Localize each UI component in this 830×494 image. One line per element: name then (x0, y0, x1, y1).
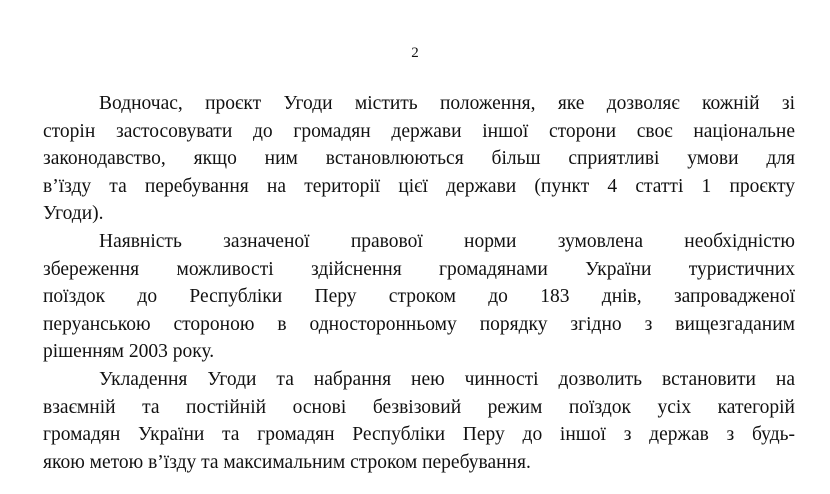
page-number: 2 (411, 45, 419, 61)
paragraph-legal-norm (43, 228, 795, 366)
text-line: законодавство, якщо ним встановлюються більш сприятливі умови для (43, 148, 795, 170)
text-line: збереження можливості здійснення громадянами України туристичних (43, 258, 795, 280)
text-line: Угоди). (43, 203, 104, 225)
text-line: Водночас, проєкт Угоди містить положення, яке дозволяє кожній зі (99, 93, 795, 114)
text-line: поїздок до Республіки Перу строком до 183 днів, запровадженої (43, 286, 795, 308)
paragraph-visa-free-regime (43, 366, 795, 476)
text-line: сторін застосовувати до громадян держави іншої сторони своє національне (43, 120, 795, 142)
paragraph-agreement-provision (43, 90, 795, 228)
text-line: в’їзду та перебування на території цієї держави (пункт 4 статті 1 проєкту (43, 175, 795, 197)
text-line: рішенням 2003 року. (43, 341, 215, 363)
text-line: громадян України та громадян Республіки Перу до іншої з держав з будь- (43, 424, 795, 446)
text-line: Наявність зазначеної правової норми зумовлена необхідністю (99, 230, 795, 252)
text-line: Укладення Угоди та набрання нею чинності дозволить встановити на (99, 368, 795, 390)
text-line: взаємній та постійній основі безвізовий режим поїздок усіх категорій (43, 396, 795, 418)
text-line: перуанською стороною в односторонньому порядку згідно з вищезгаданим (43, 313, 795, 335)
text-line: якою метою в’їзду та максимальним строком перебування. (43, 451, 531, 473)
document-body (43, 90, 795, 476)
